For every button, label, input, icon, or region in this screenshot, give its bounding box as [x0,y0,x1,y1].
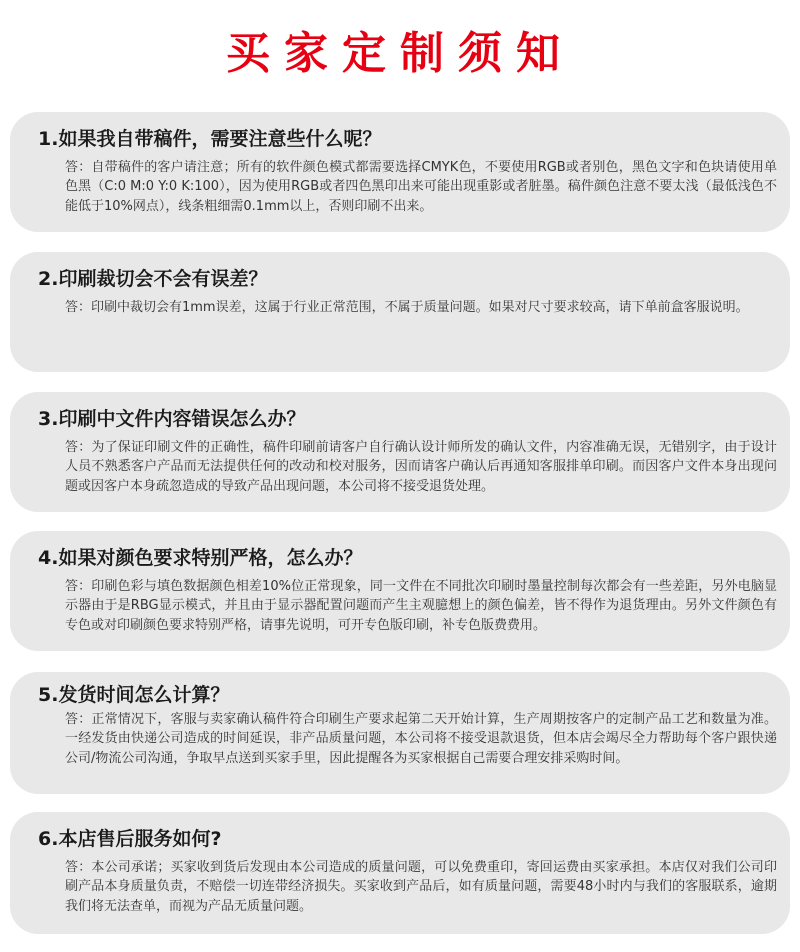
faq-question-2: 2.印刷裁切会不会有误差？ [38,268,268,290]
faq-question-1: 1.如果我自带稿件，需要注意些什么呢？ [38,128,382,150]
faq-card-4 [10,531,790,651]
faq-card-2 [10,252,790,372]
faq-card-6 [10,812,790,934]
faq-answer-6: 答：本公司承诺；买家收到货后发现由本公司造成的质量问题，可以免费重印，寄回运费由买家承担。本店仅对我们公司印刷产品本身质量负责，不赔偿一切连带经济损失。买家收到产品后，如有质量问题，需要48小时内与我们的客服联系，逾期我们将无法查单，而视为产品无质量问题。 [65,860,777,914]
faq-question-5: 5.发货时间怎么计算？ [38,684,230,706]
faq-answer-3: 答：为了保证印刷文件的正确性，稿件印刷前请客户自行确认设计师所发的确认文件，内容准确无误，无错别字，由于设计人员不熟悉客户产品而无法提供任何的改动和校对服务，因而请客户确认后再通知客服排单印刷。而因客户文件本身出现问题或因客户本身疏忽造成的导致产品出现问题，本公司将不接受退货处理。 [65,440,777,494]
faq-question-3: 3.印刷中文件内容错误怎么办？ [38,408,306,430]
faq-card-1 [10,112,790,232]
faq-answer-2: 答：印刷中裁切会有1mm误差，这属于行业正常范围，不属于质量问题。如果对尺寸要求较高，请下单前盒客服说明。 [65,300,749,315]
faq-card-5 [10,672,790,794]
faq-answer-1: 答：自带稿件的客户请注意；所有的软件颜色模式都需要选择CMYK色，不要使用RGB或者别色，黑色文字和色块请使用单色黑（C:0 M:0 Y:0 K:100），因为使用RGB或者四色黑印出来可能出现重影或者脏墨。稿件颜色注意不要太浅（最低浅色不能低于10%网点），线条粗细需0.1mm以上，否则印刷不出来。 [65,160,777,214]
faq-question-6: 6.本店售后服务如何? [38,828,222,850]
faq-card-3 [10,392,790,512]
faq-answer-4: 答：印刷色彩与填色数据颜色相差10%位正常现象，同一文件在不同批次印刷时墨量控制每次都会有一些差距，另外电脑显示器由于是RBG显示模式，并且由于显示器配置问题而产生主观臆想上的颜色偏差，皆不得作为退货理由。另外文件颜色有专色或对印刷颜色要求特别严格，请事先说明，可开专色版印刷，补专色版费费用。 [65,579,777,633]
faq-question-4: 4.如果对颜色要求特别严格，怎么办？ [38,547,363,569]
page-title: 买家定制须知 [226,28,574,79]
faq-answer-5: 答：正常情况下，客服与卖家确认稿件符合印刷生产要求起第二天开始计算，生产周期按客户的定制产品工艺和数量为准。一经发货由快递公司造成的时间延误，非产品质量问题，本公司将不接受退款退货，但本店会竭尽全力帮助每个客户跟快递公司/物流公司沟通，争取早点送到买家手里，因此提醒各为买家根据自己需要合理安排采购时间。 [65,712,777,766]
